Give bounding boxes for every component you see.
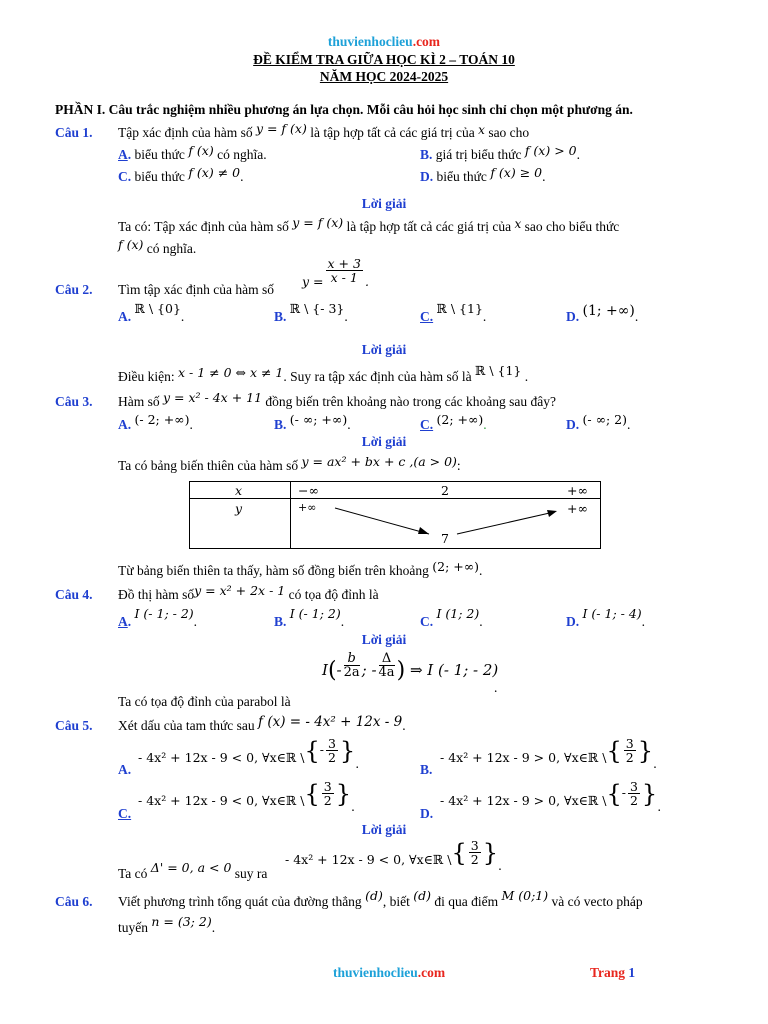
q2-option-c-key: C. [420,309,434,324]
q3-solution-heading: Lời giải [361,434,407,449]
q1-option-a-dot: . [127,147,132,162]
q4-frac-b-den: 2a [343,664,360,680]
q1-stem [118,121,530,141]
table-x-right: +∞ [567,483,588,498]
q2-solution: Điều kiện: x - 1 ≠ 0 ⇔ x ≠ 1. Suy ra tập xác định của hàm số là ℝ \ {1} . [118,363,529,384]
q5-option-d-neg: - [621,785,626,800]
q5-sol-frac-den: 2 [470,852,479,867]
table-x-left: −∞ [298,483,319,498]
q3-solution-line1 [118,454,461,474]
q1-sol-math-c: f (x) [118,237,144,252]
part1-heading: PHẦN I. Câu trắc nghiệm nhiều phương án lựa chọn. Mỗi câu hỏi học sinh chỉ chọn một phương án. [55,102,633,117]
q3-option-a-key: A. [118,417,132,432]
q2-option-b-key: B. [274,309,287,324]
q1-option-b-math: f (x) > 0 [524,143,577,158]
q3-sol-math: y = ax² + bx + c ,(a > 0) [301,454,457,469]
q1-option-a-key: A [118,147,128,162]
q1-option-b[interactable]: B. giá trị biểu thức f (x) > 0. [420,143,580,162]
q1-option-c-math: f (x) ≠ 0 [188,165,241,180]
q5-b-frac-den: 2 [625,750,634,765]
q1-sol-math-b: x [514,217,522,231]
q5-option-d-expr: - 4x² + 12x - 9 > 0, ∀x∈ℝ \ [440,793,607,808]
q1-text-b: là tập hợp tất cả các giá trị của [310,125,475,140]
q1-math-b: x [478,123,485,137]
q2-fraction [326,257,363,284]
q4-option-b-key: B. [274,614,287,629]
q3-solution-line2: Từ bảng biến thiên ta thấy, hàm số đồng biến trên khoảng (2; +∞). [118,559,483,578]
q4-sol-i: I [322,661,328,679]
q4-solution-heading: Lời giải [361,632,407,647]
q4-option-d-math: I (- 1; - 4) [582,606,642,621]
q3-sol-text-b: Từ bảng biến thiên ta thấy, hàm số đồng biến trên khoảng [118,563,429,578]
q2-function: y = $\frac{x + 3}{x - 1}$ . [302,256,369,289]
q4-option-c[interactable]: C. I (1; 2). [420,606,483,629]
q1-option-c[interactable]: C. biểu thức f (x) ≠ 0. [118,165,244,184]
q1-solution-line1 [118,215,620,235]
q2-option-a[interactable]: A. ℝ \ {0}. [118,301,185,324]
q3-sol-text-a: Ta có bảng biến thiên của hàm số [118,458,299,473]
table-x-label: x [235,483,243,498]
q4-option-b[interactable]: B. I (- 1; 2). [274,606,345,629]
q4-stem [118,583,379,603]
q6-stem-line1 [118,888,643,910]
q3-text-b: đồng biến trên khoảng nào trong các khoảng sau đây? [265,394,556,409]
q5-option-b-math: - 4x² + 12x - 9 > 0, ∀x∈ℝ \{ $\frac{3}{2}$ }. [440,736,657,771]
q4-option-a-dot: . [127,614,132,629]
q3-text-a: Hàm số [118,394,160,409]
q5-solution [118,860,268,882]
q4-frac-delta [379,652,395,679]
q5-sol-result: - 4x² + 12x - 9 < 0, ∀x∈ℝ \{ $\frac{3}{2}$ }. [285,838,502,873]
q1-sol-text-c: sao cho biểu thức [524,219,620,234]
q3-option-a-math: (- 2; +∞) [134,412,190,427]
q1-option-a-math: f (x) [188,143,214,158]
q1-sol-text-a: Ta có: Tập xác định của hàm số [118,219,289,234]
q2-option-c-math: ℝ \ {1} [436,301,483,316]
q6-math-d1: (d) [365,888,383,903]
q1-label: Câu 1. [55,125,93,140]
q6-math-n: n = (3; 2) [151,914,212,929]
q1-text-c: sao cho [488,125,530,140]
q4-option-a-key: A [118,614,128,629]
q1-option-b-text: giá trị biểu thức [435,147,522,162]
table-x-mid: 2 [441,483,449,498]
q3-sol-colon: : [456,458,461,473]
q2-option-b[interactable]: B. ℝ \ {- 3}. [274,301,348,324]
q5-option-b-frac [624,737,636,764]
q5-sol-frac-num: 3 [470,838,479,853]
q5-option-b-key: B. [420,762,433,777]
q5-b-frac-num: 3 [625,736,634,751]
q3-option-c[interactable]: C. (2; +∞). [420,412,487,432]
q4-option-b-math: I (- 1; 2) [289,606,341,621]
q2-option-d-math: (1; +∞) [582,303,635,319]
q6-text-a: Viết phương trình tổng quát của đường thẳng [118,894,362,909]
q1-option-a[interactable] [118,143,267,163]
q3-sol-result: (2; +∞) [432,559,480,574]
q1-option-d[interactable]: D. biểu thức f (x) ≥ 0. [420,165,546,184]
q5-stem: Xét dấu của tam thức sau f (x) = - 4x² + 12x - 9. [118,714,406,733]
table-y-mid: 7 [441,531,449,546]
page-num: 1 [628,965,636,980]
header-site-domain: .com [412,34,441,49]
table-y-right: +∞ [567,501,588,516]
q2-sol-text-b: . Suy ra tập xác định của hàm số là [283,369,472,384]
q1-text-a: Tập xác định của hàm số [118,125,253,140]
q5-d-frac-den: 2 [629,793,638,808]
q6-math-d2: (d) [413,888,431,903]
q3-option-b[interactable]: B. (- ∞; +∞). [274,412,351,432]
q5-c-frac-num: 3 [323,779,332,794]
q5-option-b[interactable] [420,762,432,778]
q2-option-c[interactable]: C. ℝ \ {1}. [420,301,487,324]
q4-vertex-formula: I(- $\frac{b}{2a}$ ; - $\frac{\Delta}{4a}$ ) ⇒ I (- 1; - 2) [322,650,499,683]
q4-option-a[interactable]: A. I (- 1; - 2). [118,606,198,629]
q2-option-a-key: A. [118,309,132,324]
q5-option-c-expr: - 4x² + 12x - 9 < 0, ∀x∈ℝ \ [138,793,305,808]
q5-option-d-math: - 4x² + 12x - 9 > 0, ∀x∈ℝ \{- $\frac{3}{2}$ }. [440,779,662,814]
table-y-left: +∞ [298,501,317,514]
q5-a-frac-den: 2 [327,750,336,765]
q5-option-a-neg: - [319,742,324,757]
q1-option-c-text: biểu thức [134,169,185,184]
q2-solution-heading: Lời giải [361,342,407,357]
q5-a-frac-num: 3 [327,736,336,751]
q3-option-c-math: (2; +∞) [436,412,484,427]
page-number [590,965,635,981]
q5-label: Câu 5. [55,718,93,733]
q5-sol-math: Δ' = 0, a < 0 [150,860,232,875]
q2-sol-math: x - 1 ≠ 0 ⇔ x ≠ 1 [178,365,284,380]
q4-option-a-math: I (- 1; - 2) [134,606,194,621]
page-word: Trang [590,965,626,980]
q5-option-c[interactable] [118,806,131,822]
q5-solution-heading: Lời giải [361,822,407,837]
q4-math: y = x² + 2x - 1 [194,583,286,598]
q6-text-d: và có vecto pháp [551,894,643,909]
q1-option-b-key: B. [420,147,433,162]
variation-table-frame [189,481,601,549]
q2-sol-result: ℝ \ {1} [474,363,522,378]
q5-option-a-expr: - 4x² + 12x - 9 < 0, ∀x∈ℝ \ [138,750,305,765]
q4-option-c-key: C. [420,614,434,629]
q1-option-a-text: biểu thức [131,147,185,162]
q1-sol-math-a: y = f (x) [292,215,344,230]
q4-label: Câu 4. [55,587,93,602]
q6-stem-line2: tuyến n = (3; 2). [118,914,216,935]
q6-text-b: , biết [382,894,410,909]
q5-option-c-key: C. [118,806,132,821]
footer-site[interactable] [333,965,445,981]
q5-d-frac-num: 3 [629,779,638,794]
q5-text: Xét dấu của tam thức sau [118,718,255,733]
q3-option-b-math: (- ∞; +∞) [289,412,348,427]
q3-option-d-math: (- ∞; 2) [582,412,628,427]
q1-option-d-text: biểu thức [436,169,487,184]
q4-sol-result: ⇒ I (- 1; - 2) [409,661,499,679]
q4-frac-b-num: b [344,652,360,666]
q5-sol-frac [469,839,481,866]
q2-sol-text-a: Điều kiện: [118,369,175,384]
school-year: NĂM HỌC 2024-2025 [319,69,449,84]
q1-sol-text-b: là tập hợp tất cả các giá trị của [346,219,512,234]
q2-denominator: x - 1 [330,270,358,285]
q1-option-d-key: D. [420,169,434,184]
q4-option-d-key: D. [566,614,580,629]
q4-option-c-math: I (1; 2) [436,606,480,621]
q3-option-d[interactable]: D. (- ∞; 2). [566,412,631,432]
header-site-name: thuvienhoclieu [327,34,413,49]
q5-option-b-expr: - 4x² + 12x - 9 > 0, ∀x∈ℝ \ [440,750,607,765]
q6-text-c: đi qua điểm [434,894,499,909]
q6-label: Câu 6. [55,894,93,909]
q3-option-b-key: B. [274,417,287,432]
q5-option-c-frac [322,780,334,807]
q6-math-m: M (0;1) [501,888,549,903]
q2-option-d-key: D. [566,309,580,324]
q5-option-a-key: A. [118,762,132,777]
q1-option-a-tail: có nghĩa. [217,147,267,162]
q4-text-b: có tọa độ đỉnh là [288,587,379,602]
exam-title: ĐỀ KIỂM TRA GIỮA HỌC KÌ 2 – TOÁN 10 [253,52,515,67]
table-y-label: y [235,501,243,516]
q5-sol-result-expr: - 4x² + 12x - 9 < 0, ∀x∈ℝ \ [285,852,452,867]
q4-frac-delta-num: Δ [379,652,395,666]
variation-table [189,481,601,549]
q5-math: f (x) = - 4x² + 12x - 9 [258,714,403,730]
q1-solution-line2 [118,237,197,257]
q1-option-d-math: f (x) ≥ 0 [490,165,543,180]
q4-sol-text: Ta có tọa độ đỉnh của parabol là [118,694,291,709]
q3-option-c-key: C. [420,417,434,432]
q1-solution-heading: Lời giải [361,196,407,211]
q3-option-d-key: D. [566,417,580,432]
q5-sol-text-b: suy ra [234,866,268,881]
q2-stem-text: Tìm tập xác định của hàm số [118,282,274,297]
footer-site-domain: .com [417,965,446,980]
q2-option-a-math: ℝ \ {0} [134,301,181,316]
q5-option-d[interactable] [420,806,433,822]
q2-option-b-math: ℝ \ {- 3} [289,301,345,316]
q1-math-a: y = f (x) [255,121,307,136]
q5-option-a-frac [326,737,338,764]
q1-option-c-key: C. [118,169,132,184]
q2-option-d[interactable]: D. (1; +∞). [566,303,639,324]
q4-frac-delta-den: 4a [378,664,395,680]
footer-site-name: thuvienhoclieu [333,965,418,980]
q5-option-c-math: - 4x² + 12x - 9 < 0, ∀x∈ℝ \{ $\frac{3}{2}$ }. [138,779,355,814]
q5-option-a-math: - 4x² + 12x - 9 < 0, ∀x∈ℝ \{- $\frac{3}{2}$ }. [138,736,360,771]
q2-numerator: x + 3 [327,256,361,271]
q5-sol-text-a: Ta có [118,866,148,881]
q3-math: y = x² - 4x + 11 [163,390,263,405]
q3-stem [118,390,556,410]
q5-c-frac-den: 2 [323,793,332,808]
q6-text-e: tuyến [118,920,148,935]
header-site[interactable] [0,34,768,50]
q3-option-a[interactable]: A. (- 2; +∞). [118,412,193,432]
q1-sol-text-d: có nghĩa. [146,241,197,256]
q2-label: Câu 2. [55,282,93,297]
q2-y: y = [302,274,324,289]
q4-text-a: Đồ thị hàm số [118,587,195,602]
q4-frac-b [344,652,360,679]
q5-option-a[interactable] [118,762,131,778]
q3-label: Câu 3. [55,394,93,409]
q5-option-d-frac [628,780,640,807]
q4-option-d[interactable]: D. I (- 1; - 4). [566,606,646,629]
q5-option-d-key: D. [420,806,434,821]
